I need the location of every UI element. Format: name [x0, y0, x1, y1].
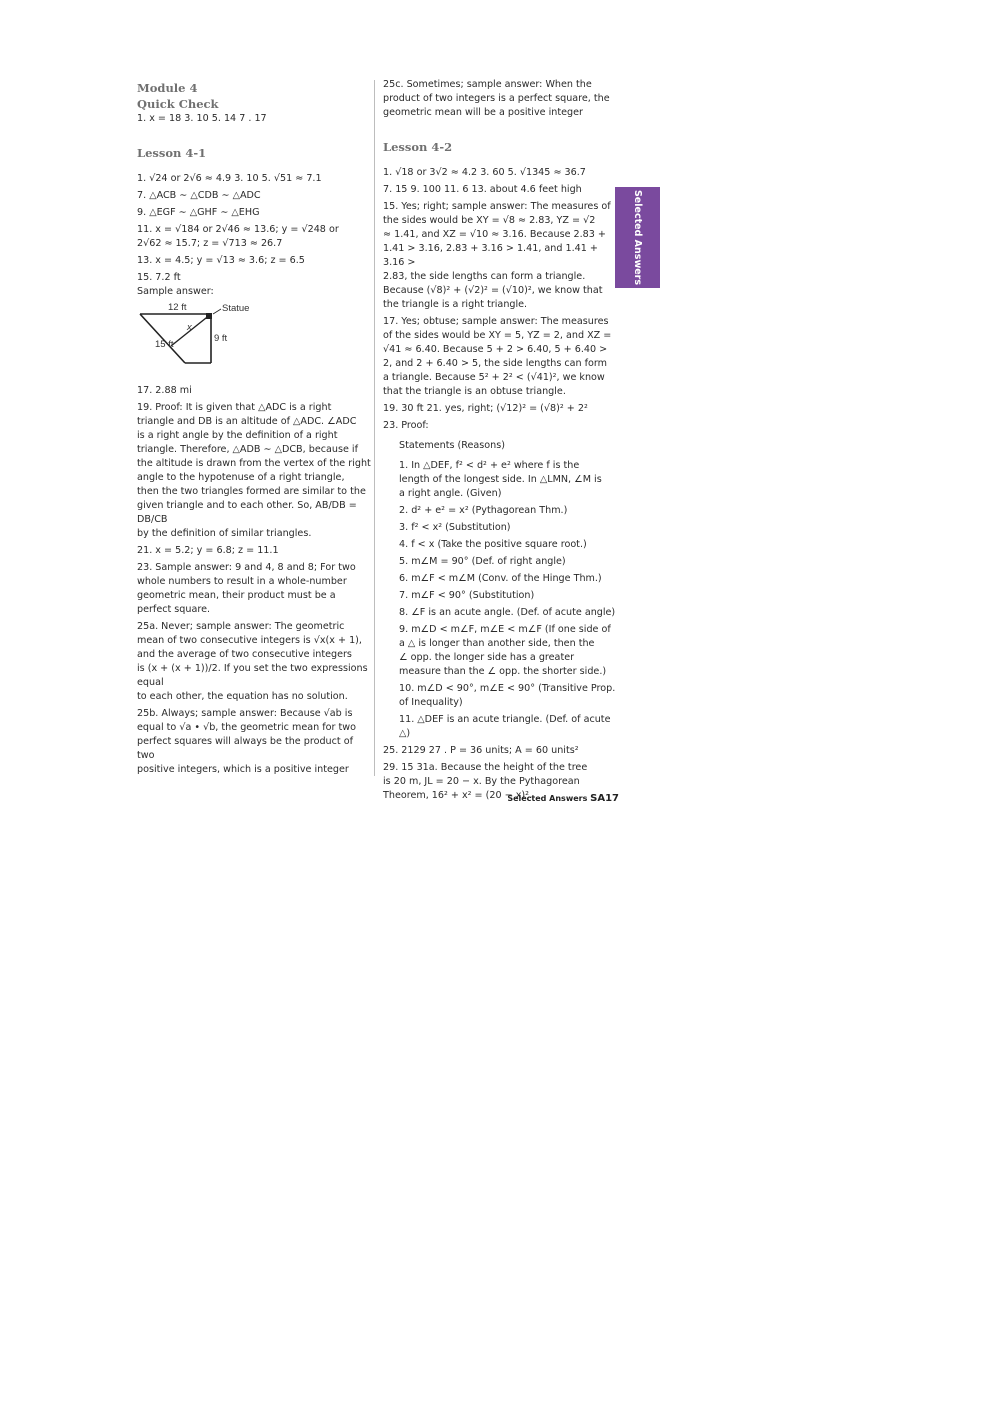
- answer-25: 25. 2129 27 . P = 36 units; A = 60 units²: [383, 745, 579, 756]
- answer-25c-line: product of two integers is a perfect square, the: [383, 93, 610, 104]
- answer-19-line: is a right angle by the definition of a right: [137, 430, 338, 441]
- proof-steps: [383, 459, 619, 741]
- proof-step: a △ is longer than another side, then the: [399, 638, 595, 649]
- proof-step: measure than the ∠ opp. the shorter side.): [399, 666, 607, 677]
- answer-1: 1. √24 or 2√6 ≈ 4.9 3. 10 5. √51 ≈ 7.1: [137, 173, 322, 184]
- answer-25c-line: geometric mean will be a positive integer: [383, 107, 583, 118]
- side-tab-label: Selected Answers: [632, 189, 643, 286]
- statue-diagram: [137, 301, 371, 374]
- answer-23-line: geometric mean, their product must be a: [137, 590, 336, 601]
- answer-21: 21. x = 5.2; y = 6.8; z = 11.1: [137, 545, 279, 556]
- answer-7: 7. △ACB ∼ △CDB ∼ △ADC: [137, 190, 261, 201]
- answer-25a-line: 25a. Never; sample answer: The geometric: [137, 621, 345, 632]
- answer-11-line-2: 2√62 ≈ 15.7; z = √713 ≈ 26.7: [137, 238, 283, 249]
- statue-marker: [206, 313, 212, 319]
- answer-23-title: 23. Proof:: [383, 420, 429, 431]
- proof-step: 1. In △DEF, f² < d² + e² where f is the: [399, 460, 580, 471]
- proof-step: a right angle. (Given): [399, 488, 502, 499]
- answer-15-line: 2.83, the side lengths can form a triangle.: [383, 271, 586, 282]
- answer-25b-line: perfect squares will always be the product of two: [137, 736, 353, 761]
- module-title: Module 4: [137, 81, 198, 95]
- right-column: [383, 78, 619, 803]
- answer-23-line: whole numbers to result in a whole-number: [137, 576, 347, 587]
- answer-19-line: 19. Proof: It is given that △ADC is a right: [137, 402, 332, 413]
- diagram-label-right: 9 ft: [214, 333, 228, 344]
- answer-25a-line: and the average of two consecutive integers: [137, 649, 352, 660]
- answer-19: [137, 401, 371, 541]
- diagram-label-statue: Statue: [222, 303, 250, 314]
- answer-15-line: 15. Yes; right; sample answer: The measures of: [383, 201, 611, 212]
- answer-17-line: that the triangle is an obtuse triangle.: [383, 386, 566, 397]
- answer-13: 13. x = 4.5; y = √13 ≈ 3.6; z = 6.5: [137, 255, 305, 266]
- answer-25a-line: mean of two consecutive integers is √x(x + 1),: [137, 635, 362, 646]
- answer-25b-line: 25b. Always; sample answer: Because √ab is: [137, 708, 353, 719]
- answer-19-line: by the definition of similar triangles.: [137, 528, 312, 539]
- answer-29-line: 29. 15 31a. Because the height of the tree: [383, 762, 588, 773]
- answer-19-line: the altitude is drawn from the vertex of the right: [137, 458, 371, 469]
- proof-header: Statements (Reasons): [399, 440, 505, 451]
- answer-17-line: 17. Yes; obtuse; sample answer: The measures: [383, 316, 609, 327]
- proof-step: 9. m∠D < m∠F, m∠E < m∠F (If one side of: [399, 624, 611, 635]
- answer-19-line: triangle. Therefore, △ADB ∼ △DCB, because if: [137, 444, 358, 455]
- footer-label: Selected Answers: [507, 794, 588, 803]
- answer-25a: [137, 620, 371, 704]
- statue-leader: [213, 309, 221, 314]
- answer-25b: [137, 707, 371, 777]
- proof-step: 2. d² + e² = x² (Pythagorean Thm.): [399, 505, 568, 516]
- answer-17-line: √41 ≈ 6.40. Because 5 + 2 > 6.40, 5 + 6.40 >: [383, 344, 608, 355]
- answer-1: 1. √18 or 3√2 ≈ 4.2 3. 60 5. √1345 ≈ 36.7: [383, 167, 586, 178]
- answer-15-line: 1.41 > 3.16, 2.83 + 3.16 > 1.41, and 1.41 + 3.16 >: [383, 243, 598, 268]
- proof-step: 8. ∠F is an acute angle. (Def. of acute angle): [399, 607, 616, 618]
- proof-step: 11. △DEF is an acute triangle. (Def. of acute △): [399, 714, 611, 739]
- answer-19-line: triangle and DB is an altitude of △ADC. ∠ADC: [137, 416, 357, 427]
- answer-15: [383, 200, 619, 312]
- answer-23-line: 23. Sample answer: 9 and 4, 8 and 8; For two: [137, 562, 356, 573]
- left-column: [137, 80, 371, 777]
- proof-step: ∠ opp. the longer side has a greater: [399, 652, 575, 663]
- proof-step: 6. m∠F < m∠M (Conv. of the Hinge Thm.): [399, 573, 602, 584]
- proof-step: 4. f < x (Take the positive square root.): [399, 539, 587, 550]
- answer-7: 7. 15 9. 100 11. 6 13. about 4.6 feet high: [383, 184, 582, 195]
- answer-15-line: the sides would be XY = √8 ≈ 2.83, YZ = √2: [383, 215, 596, 226]
- quick-check-title: Quick Check: [137, 97, 219, 111]
- diagram-label-x: x: [187, 322, 192, 333]
- proof-step: of Inequality): [399, 697, 463, 708]
- answer-11-line-1: 11. x = √184 or 2√46 ≈ 13.6; y = √248 or: [137, 224, 339, 235]
- answer-23-line: perfect square.: [137, 604, 211, 615]
- proof-step: 5. m∠M = 90° (Def. of right angle): [399, 556, 566, 567]
- answer-17: 17. 2.88 mi: [137, 385, 192, 396]
- proof-step: 7. m∠F < 90° (Substitution): [399, 590, 535, 601]
- proof-step: 10. m∠D < 90°, m∠E < 90° (Transitive Prop.: [399, 683, 616, 694]
- lesson-4-1-title: Lesson 4-1: [137, 146, 207, 160]
- proof-step: length of the longest side. In △LMN, ∠M is: [399, 474, 602, 485]
- answer-9: 9. △EGF ∼ △GHF ∼ △EHG: [137, 207, 260, 218]
- sample-answer-label: Sample answer:: [137, 286, 214, 297]
- answer-23: [137, 561, 371, 617]
- diagram-label-top: 12 ft: [168, 302, 187, 313]
- answer-15-line: the triangle is a right triangle.: [383, 299, 528, 310]
- answer-15-line: Because (√8)² + (√2)² = (√10)², we know that: [383, 285, 603, 296]
- answer-17-line: a triangle. Because 5² + 2² < (√41)², we know: [383, 372, 605, 383]
- divider-line: [374, 80, 375, 776]
- proof-step: 3. f² < x² (Substitution): [399, 522, 511, 533]
- quick-check-answers: 1. x = 18 3. 10 5. 14 7 . 17: [137, 113, 267, 124]
- answer-17-line: 2, and 2 + 6.40 > 5, the side lengths can form: [383, 358, 608, 369]
- page-footer: [383, 793, 619, 804]
- answer-15: 15. 7.2 ft: [137, 272, 181, 283]
- answer-19-line: angle to the hypotenuse of a right triangle,: [137, 472, 345, 483]
- answer-19: 19. 30 ft 21. yes, right; (√12)² = (√8)² + 2²: [383, 403, 588, 414]
- selected-answers-tab: [615, 187, 660, 288]
- answer-17-line: of the sides would be XY = 5, YZ = 2, and XZ =: [383, 330, 612, 341]
- answer-19-line: given triangle and to each other. So, AB/DB = DB/CB: [137, 500, 357, 525]
- lesson-4-2-title: Lesson 4-2: [383, 140, 453, 154]
- answer-15-line: ≈ 1.41, and XZ = √10 ≈ 3.16. Because 2.83 +: [383, 229, 606, 240]
- answer-25b-line: equal to √a • √b, the geometric mean for two: [137, 722, 356, 733]
- answer-29-line: Theorem, 16² + x² = (20 − x)².: [383, 790, 533, 801]
- diagram-label-left: 15 ft: [155, 339, 174, 350]
- answer-29-line: is 20 m, JL = 20 − x. By the Pythagorean: [383, 776, 580, 787]
- page-number: SA17: [590, 793, 619, 804]
- answer-17: [383, 315, 619, 399]
- answer-25c: [383, 78, 619, 120]
- answer-25c-line: 25c. Sometimes; sample answer: When the: [383, 79, 592, 90]
- answer-19-line: then the two triangles formed are similar to the: [137, 486, 366, 497]
- answer-25b-line: positive integers, which is a positive integer: [137, 764, 349, 775]
- answer-25a-line: is (x + (x + 1))/2. If you set the two expressions equal: [137, 663, 368, 688]
- answer-25a-line: to each other, the equation has no solution.: [137, 691, 348, 702]
